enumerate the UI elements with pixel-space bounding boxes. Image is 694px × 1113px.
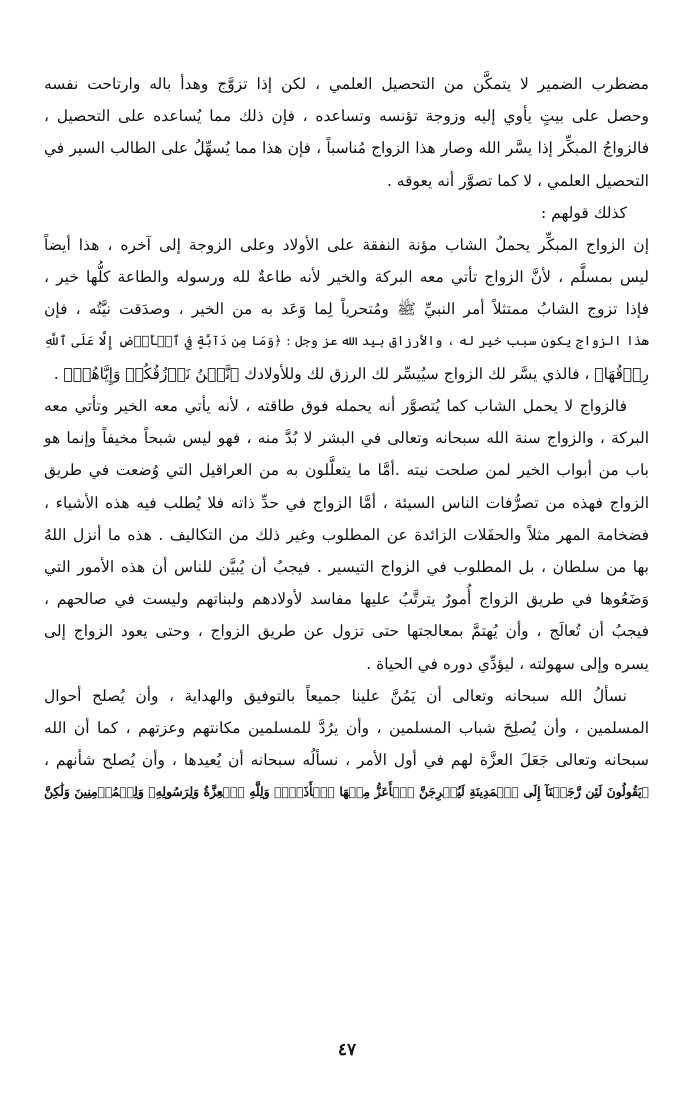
- section-lead: كذلك قولهم :: [541, 203, 627, 222]
- text-line: المسلمين ، وأن يُصلِحَ شباب المسلمين ، وأن يرُدَّ للمسلمين مكانتهم وعزتهم ، كما أن الله: [44, 719, 649, 738]
- text-line: إن الزواج المبكِّر يحملُ الشاب مؤنة النفقة على الأولاد وعلى الزوجة إلى آخره ، هذا أيضاً: [44, 236, 649, 255]
- text-line: وحصل على بيتٍ يأوي إليه وزوجة تؤنسه وتساعده ، فإن ذلك مما يُساعده على التحصيل ،: [44, 107, 649, 126]
- text-line: فالزواج لا يحمل الشاب كما يُتصوَّر أنه يحمله فوق طاقته ، لأنه يأتي معه الخير وتأتي معه: [44, 397, 627, 416]
- paragraph: [44, 197, 649, 229]
- quran-verse-line: ﴿يَقُولُونَ لَئِن رَّجَعۡنَآ إِلَى ٱلۡمَدِينَةِ لَيُخۡرِجَنَّ ٱلۡأَعَزُّ مِنۡهَا ٱلۡأَذَلَّۚ وَلِلَّهِ ٱلۡعِزَّةُ وَلِرَسُولِهِۦ وَلِلۡمُؤۡمِنِينَ وَلَٰكِنَّ: [44, 784, 649, 800]
- paragraph: [44, 680, 649, 809]
- text-line: رِزۡقُهَا﴾ ، فالذي يسَّر لك الزواج سيُيسِّر لك الرزق لك وللأولادك ﴿نَّحۡنُ نَرۡزُقُكُمۡ وَإِيَّاهُمۡ﴾ .: [53, 364, 649, 383]
- paragraph: [44, 229, 649, 390]
- page-number: ٤٧: [337, 1040, 357, 1060]
- text-line: فضخامة المهر مثلاً والحفَلات الزائدة عن المطلوب وغير ذلك من التكاليف . هذه ما أنزل اللهُ: [44, 525, 649, 544]
- paragraph: [44, 68, 649, 197]
- text-line: باب من أبواب الخير لمن صلحت نيته .أمَّا ما يتعلَّلون به من العراقيل التي وُضعت في طريق: [44, 461, 649, 480]
- text-line: بها من سلطان ، بل المطلوب في الزواج التيسير . فيجبُ أن يُبيَّن للناس أن هذه الأمور التي: [44, 558, 649, 577]
- text-line: التحصيل العلمي ، لا كما تصوَّر أنه يعوقه .: [386, 171, 649, 190]
- text-line: سبحانه وتعالى جَعَلَ العزَّة لهم في أول الأمر ، نسألُه سبحانه أن يُعيدها ، وأن يُصلح شأنهم ،: [44, 751, 649, 770]
- text-line: هذا الزواج يكون سبب خير له ، والأرزاق بيد الله عز وجل : ﴿وَمَا مِن دَآبَّةٍ فِي ٱلۡأَرۡضِ إِلَّا عَلَى ٱللَّهِ: [44, 333, 649, 349]
- body-text: [44, 68, 649, 809]
- text-line: الزواج فهذه من تصرُّفات الناس السيئة ، أمَّا الزواج في حدِّ ذاته فلا يُطلب فيه هذه الأشياء ،: [44, 493, 649, 512]
- text-line: وَضَعُوها في طريق الزواج أُمورٌ يترتَّبُ عليها مفاسد لأولادهم ولبناتهم وليست في صالحهم ،: [44, 590, 649, 609]
- text-line: مضطرب الضمير لا يتمكَّن من التحصيل العلمي ، لكن إذا تزوَّج وهدأ باله وارتاحت نفسه: [44, 75, 649, 93]
- text-line: البركة ، والزواج سنة الله سبحانه وتعالى في البشر لا بُدَّ منه ، فهو ليس شبحاً مخيفاً وإنما هو: [44, 429, 649, 448]
- paragraph: [44, 390, 649, 680]
- text-line: نسألُ الله سبحانه وتعالى أن يَمُنَّ علينا جميعاً بالتوفيق والهداية ، وأن يُصلح أحوال: [44, 686, 627, 705]
- text-line: فالزواجُ المبكِّر إذا يسَّر الله وصار هذا الزواج مُناسباً ، فإن هذا مما يُسهِّلُ على الطالب السير في: [44, 139, 649, 158]
- text-line: يسره وإلى سهولته ، ليؤدِّي دوره في الحياة .: [366, 654, 649, 673]
- text-line: فإذا تزوج الشابُ ممتثلاً أمر النبيِّ ﷺ ومُتحرياً لِما وَعَد به من الخير ، وصدَقت نيَّتُه ، فإن: [44, 300, 649, 319]
- text-line: فيجبُ أن تُعالَج ، وأن يُهتمَّ بمعالجتها حتى تزول عن طريق الزواج ، وحتى يعود الزواج إلى: [44, 622, 649, 641]
- text-line: ليس بمسلَّم ، لأنَّ الزواج تأتي معه البركة والخير لأنه طاعةٌ لله ورسوله والطاعة كلُّها خير ،: [44, 268, 649, 287]
